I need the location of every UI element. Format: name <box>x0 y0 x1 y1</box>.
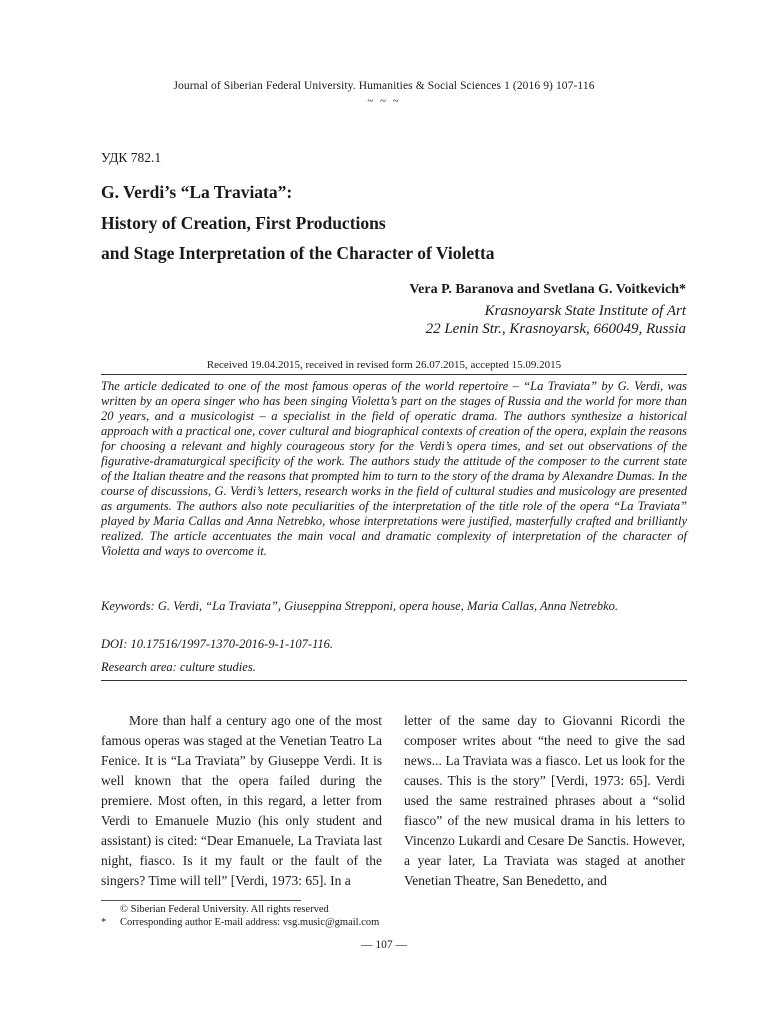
footnote-star: * <box>101 917 107 928</box>
abstract-top-rule <box>101 374 687 375</box>
corresponding-email: Corresponding author E-mail address: vsg.music@gmail.com <box>120 917 380 928</box>
body-column-right: letter of the same day to Giovanni Ricordi the composer writes about “the need to give the sad news... La Traviata was a fiasco. Let us look for the causes. This is the story” [Verdi, 1973: 65]. Verdi used the same restrained phrases about a “solid fiasco” of the new musical drama in his letters to Vincenzo Lukardi and Cesare De Sanctis. However, a year later, La Traviata was staged at another Venetian Theatre, San Benedetto, and <box>404 713 685 888</box>
journal-header: Journal of Siberian Federal University. Humanities & Social Sciences 1 (2016 9) 107-116 <box>173 80 595 92</box>
author-address: 22 Lenin Str., Krasnoyarsk, 660049, Russia <box>425 321 686 337</box>
copyright-text: © Siberian Federal University. All rights reserved <box>120 904 329 915</box>
footnote-rule <box>101 900 301 901</box>
abstract-text: The article dedicated to one of the most famous operas of the world repertoire – “La Traviata” by G. Verdi, was written by an opera singer who has been singing Violetta’s part on the stages of Russia and the world for more than 20 years, and a musicologist – a specialist in the field of operatic drama. The authors synthesize a historical approach with a practical one, cover cultural and biographical contexts of creation of the opera, explain the reasons for choosing a relevant and highly courageous story for the Verdi’s opera times, and set out observations of the figurative-dramaturgical specificity of the work. The authors study the attitude of the composer to the current state of the Italian theatre and the reasons that prompted him to turn to the story of the drama by Alexandre Dumas. In the course of discussions, G. Verdi’s letters, research works in the field of cultural studies and musicology are presented as arguments. The authors also note peculiarities of the interpretation of the title role of the opera “La Traviata” played by Maria Callas and Anna Netrebko, whose interpretations were justified, masterfully crafted and brilliantly realized. The article accentuates the main vocal and dramatic complexity of interpretation of the character of Violetta and ways to overcome it. <box>101 379 687 558</box>
title-line-3: and Stage Interpretation of the Character of Violetta <box>101 243 495 263</box>
research-area: Research area: culture studies. <box>101 660 256 674</box>
doi: DOI: 10.17516/1997-1370-2016-9-1-107-116. <box>101 637 334 651</box>
footnote-copyright <box>101 904 329 915</box>
author-institution: Krasnoyarsk State Institute of Art <box>484 303 686 319</box>
author-names: Vera P. Baranova and Svetlana G. Voitkevich* <box>409 282 686 297</box>
title-line-1: G. Verdi’s “La Traviata”: <box>101 182 293 202</box>
udk-code: УДК 782.1 <box>101 150 162 165</box>
received-dates: Received 19.04.2015, received in revised form 26.07.2015, accepted 15.09.2015 <box>206 359 562 371</box>
abstract-bottom-rule <box>101 680 687 681</box>
page-number: — 107 — <box>361 939 407 951</box>
title-line-2: History of Creation, First Productions <box>101 213 386 233</box>
keywords: Keywords: G. Verdi, “La Traviata”, Giuseppina Strepponi, opera house, Maria Callas, Anna Netrebko. <box>101 599 619 613</box>
body-column-left: More than half a century ago one of the most famous operas was staged at the Venetian Teatro La Fenice. It is “La Traviata” by Giuseppe Verdi. It is well known that the opera failed during the premiere. Most often, in this regard, a letter from Verdi to Emanuele Muzio (his only student and assistant) is cited: “Dear Emanuele, La Traviata last night, fiasco. Is it my fault or the fault of the singers? Time will tell” [Verdi, 1973: 65]. In a <box>101 713 382 888</box>
header-separator: ~ ~ ~ <box>367 95 401 107</box>
footnote-corresponding <box>101 917 379 928</box>
